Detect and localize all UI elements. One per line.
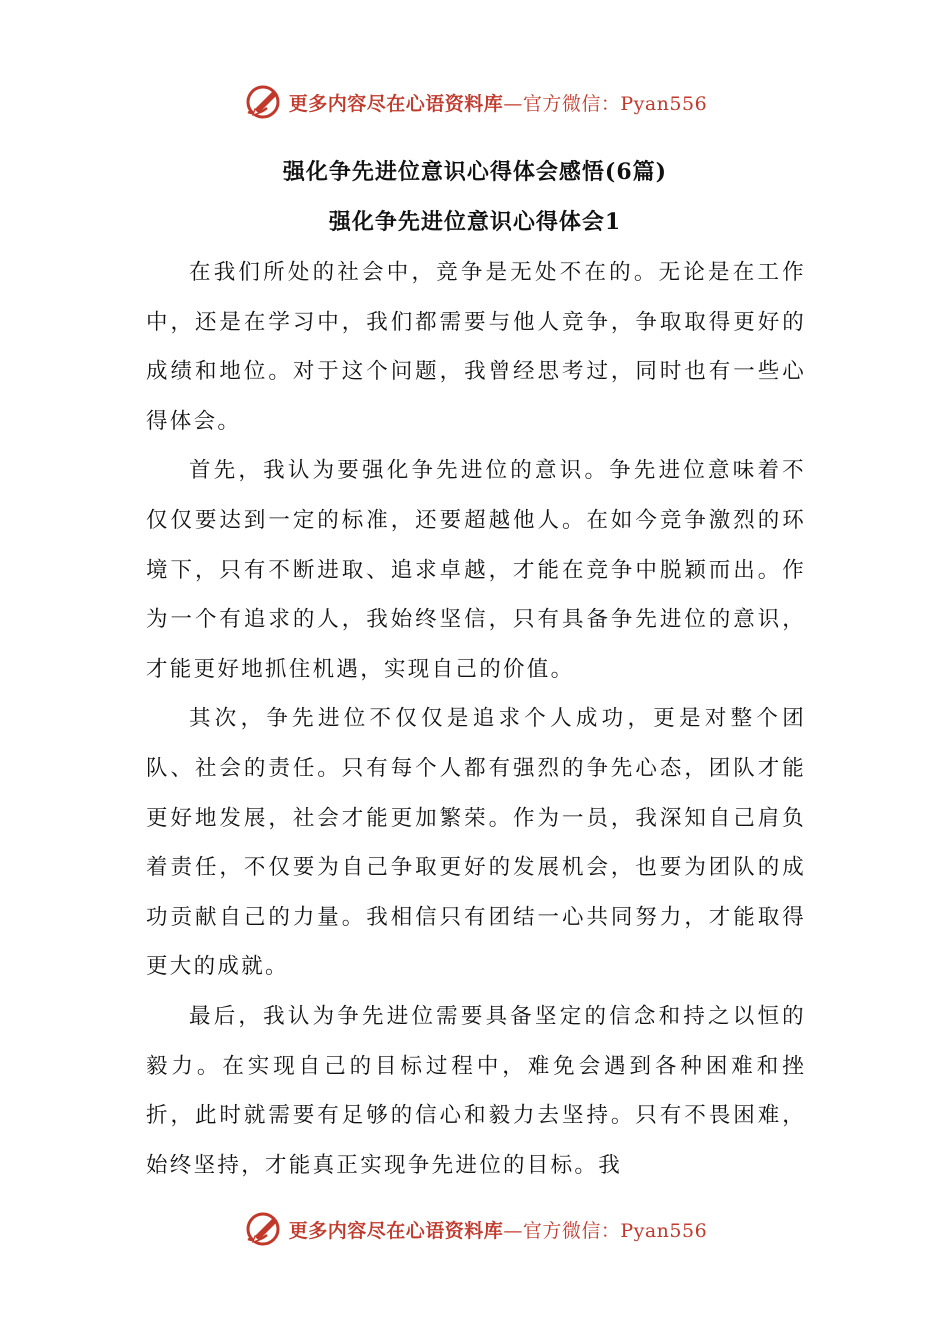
pen-logo-icon [243,1209,283,1249]
header-banner [0,80,950,124]
paragraph-4: 最后，我认为争先进位需要具备坚定的信念和持之以恒的毅力。在实现自己的目标过程中，难免会遇到各种困难和挫折，此时就需要有足够的信心和毅力去坚持。只有不畏困难，始终坚持，才能真正实现争先进位的目标。我 [146,1003,806,1178]
paragraph-3: 其次，争先进位不仅仅是追求个人成功，更是对整个团队、社会的责任。只有每个人都有强烈的争先心态，团队才能更好地发展，社会才能更加繁荣。作为一员，我深知自己肩负着责任，不仅要为自己争取更好的发展机会，也要为团队的成功贡献自己的力量。我相信只有团结一心共同努力，才能取得更大的成就。 [146,706,806,980]
banner-text [289,1216,707,1243]
paragraph-1: 在我们所处的社会中，竞争是无处不在的。无论是在工作中，还是在学习中，我们都需要与他人竞争，争取取得更好的成绩和地位。对于这个问题，我曾经思考过，同时也有一些心得体会。 [146,260,806,434]
banner-main-text: 更多内容尽在心语资料库 [288,1219,504,1242]
banner-wechat-id: Pyan556 [620,1219,708,1242]
banner-text [289,89,707,116]
banner-wechat-id: Pyan556 [620,92,708,115]
banner-dash: — [503,1219,523,1242]
banner-official-label: 官方微信： [522,1219,621,1242]
banner-official-label: 官方微信： [522,92,621,115]
document-body [146,248,806,1190]
banner-main-text: 更多内容尽在心语资料库 [288,92,504,115]
document-title: 强化争先进位意识心得体会感悟(6篇) [282,159,668,185]
document-subtitle: 强化争先进位意识心得体会1 [328,209,622,235]
pen-logo-icon [243,82,283,122]
paragraph-2: 首先，我认为要强化争先进位的意识。争先进位意味着不仅仅要达到一定的标准，还要超越他人。在如今竞争激烈的环境下，只有不断进取、追求卓越，才能在竞争中脱颖而出。作为一个有追求的人，我始终坚信，只有具备争先进位的意识，才能更好地抓住机遇，实现自己的价值。 [146,458,806,682]
banner-dash: — [503,92,523,115]
footer-banner [0,1207,950,1251]
